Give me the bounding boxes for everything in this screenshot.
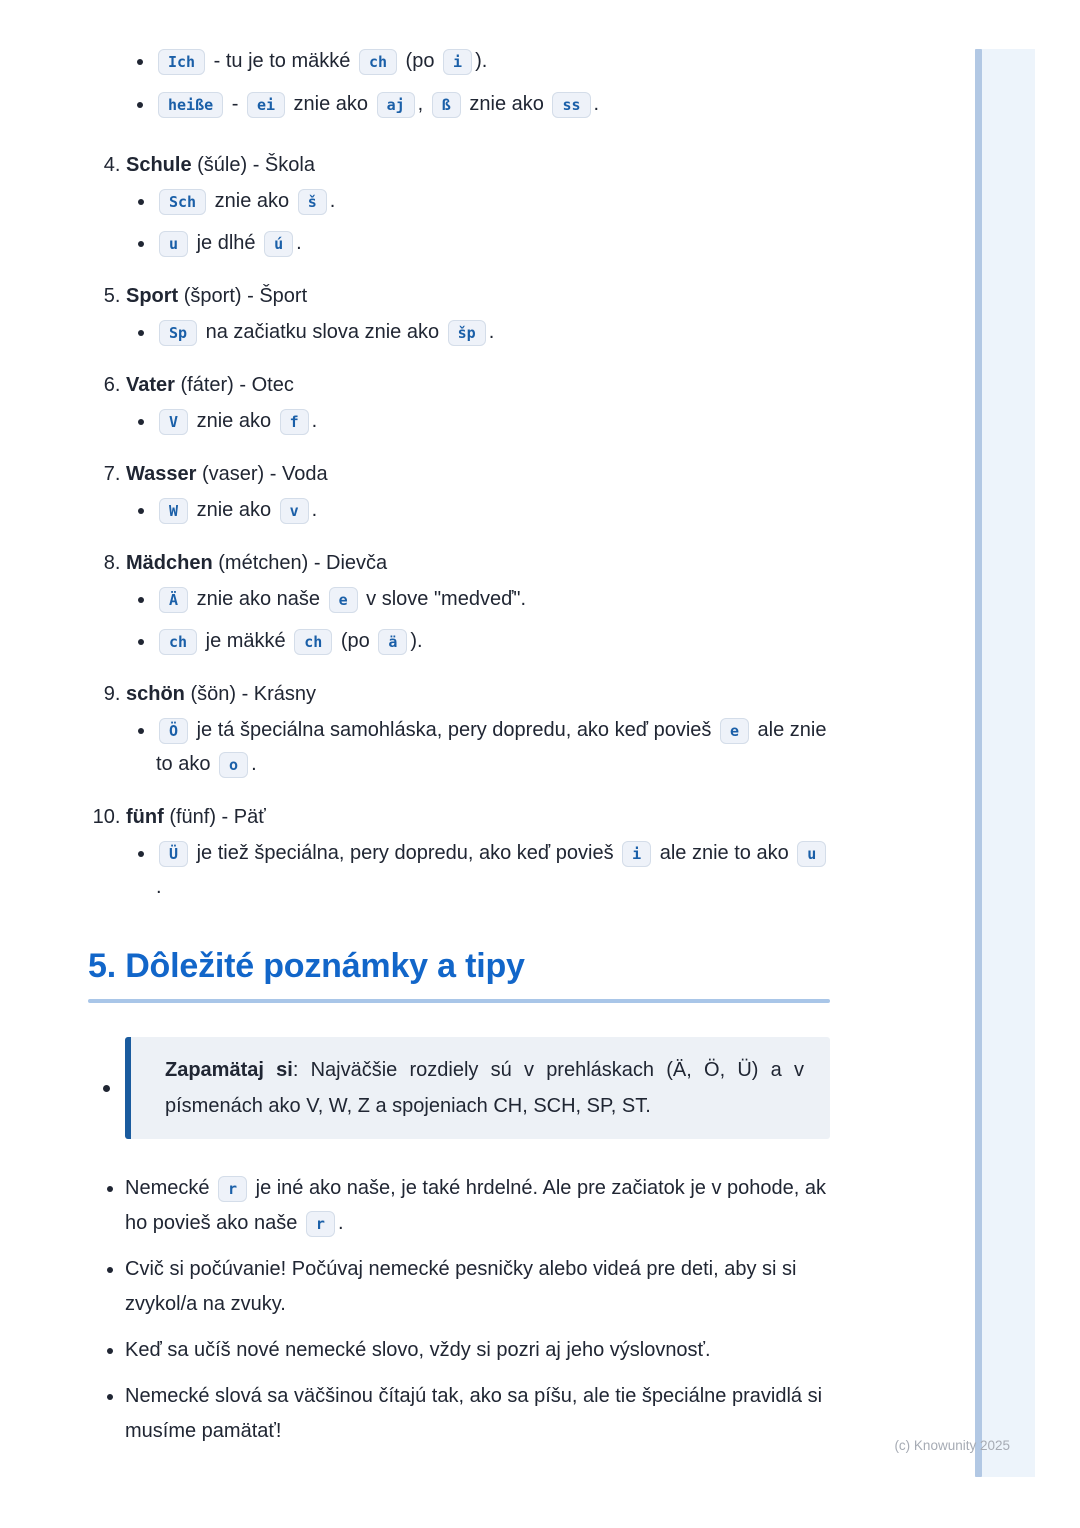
german-word: Schule	[126, 154, 192, 176]
letter-badge: r	[306, 1211, 335, 1237]
pronunciation-note	[155, 44, 830, 78]
letter-badge: Ü	[159, 841, 188, 867]
word-title	[126, 549, 830, 577]
word-translation: (fáter) - Otec	[174, 374, 294, 396]
letter-badge: ch	[359, 49, 397, 75]
section-heading: 5. Dôležité poznámky a tipy	[88, 947, 525, 985]
german-word: schön	[126, 683, 185, 705]
text-run: -	[226, 93, 244, 115]
letter-badge: V	[159, 409, 188, 435]
letter-badge: ß	[432, 92, 461, 118]
letter-badge: aj	[377, 92, 415, 118]
letter-badge: heiße	[158, 92, 223, 118]
text-run: znie ako	[288, 93, 374, 115]
letter-badge: ú	[264, 231, 293, 257]
text-run: Nemecké	[125, 1177, 216, 1199]
word-translation: (šúle) - Škola	[191, 154, 315, 176]
word-title	[126, 371, 830, 399]
text-run: ,	[417, 93, 429, 115]
text-run: .	[311, 410, 318, 432]
text-run: .	[593, 93, 600, 115]
text-run: na začiatku slova znie ako	[200, 321, 445, 343]
word-notes	[126, 836, 830, 904]
word-translation: (métchen) - Dievča	[212, 552, 388, 574]
letter-badge: Ö	[159, 718, 188, 744]
letter-badge: Ich	[158, 49, 205, 75]
text-run: znie ako	[463, 93, 550, 115]
pronunciation-note	[156, 493, 830, 527]
text-run: .	[296, 232, 302, 254]
word-item	[126, 549, 830, 658]
continuation-list	[88, 44, 830, 121]
text-run: ale znie to ako	[654, 842, 795, 864]
word-translation: (šön) - Krásny	[184, 683, 317, 705]
text-run: je iné ako naše, je také hrdelné. Ale pre začiatok je v pohode, ak ho povieš ako naše	[125, 1177, 826, 1234]
word-notes	[126, 315, 830, 349]
word-title	[126, 282, 830, 310]
text-run: v slove "medveď".	[360, 588, 527, 610]
page-content	[88, 44, 830, 1460]
callout-note	[125, 1037, 830, 1139]
german-word: Vater	[126, 374, 175, 396]
pronunciation-note	[156, 836, 830, 904]
word-title	[126, 803, 830, 831]
text-run: .	[329, 190, 336, 212]
tip-item	[125, 1252, 830, 1322]
text-run: .	[311, 499, 318, 521]
word-translation: (vaser) - Voda	[196, 463, 328, 485]
scrollbar-thumb[interactable]	[975, 49, 982, 1477]
letter-badge: i	[622, 841, 651, 867]
bullet-icon	[103, 1085, 110, 1092]
german-word: Wasser	[126, 463, 197, 485]
text-run: znie ako	[191, 410, 277, 432]
letter-badge: u	[797, 841, 826, 867]
letter-badge: r	[218, 1176, 247, 1202]
tip-item	[125, 1379, 830, 1449]
letter-badge: ch	[159, 629, 197, 655]
text-run: : Najväčšie rozdiely sú v prehláskach (Ä, Ö, Ü) a v písmenách ako V, W, Z a spojeniach CH, SCH, SP, ST.	[165, 1059, 804, 1117]
word-translation: (šport) - Šport	[178, 285, 308, 307]
letter-badge: šp	[448, 320, 486, 346]
letter-badge: e	[329, 587, 358, 613]
letter-badge: u	[159, 231, 188, 257]
word-item	[126, 460, 830, 527]
word-translation: (fünf) - Päť	[163, 806, 266, 828]
letter-badge: Sch	[159, 189, 206, 215]
letter-badge: i	[443, 49, 472, 75]
text-run: (po	[400, 50, 441, 72]
word-item	[126, 680, 830, 781]
text-run: Keď sa učíš nové nemecké slovo, vždy si pozri aj jeho výslovnosť.	[125, 1339, 711, 1361]
tip-item	[125, 1171, 830, 1241]
pronunciation-note	[156, 624, 830, 658]
text-run: ).	[475, 50, 488, 72]
text-run: .	[156, 876, 162, 898]
text-run: je dlhé	[191, 232, 262, 254]
letter-badge: v	[280, 498, 309, 524]
letter-badge: ch	[294, 629, 332, 655]
text-run: .	[488, 321, 495, 343]
word-title	[126, 460, 830, 488]
text-run: je tá špeciálna samohláska, pery dopredu, ako keď povieš	[191, 719, 717, 741]
letter-badge: Sp	[159, 320, 197, 346]
letter-badge: o	[219, 752, 248, 778]
word-title	[126, 151, 830, 179]
word-item	[126, 282, 830, 349]
letter-badge: W	[159, 498, 188, 524]
letter-badge: š	[298, 189, 327, 215]
letter-badge: ss	[552, 92, 590, 118]
callout-item	[88, 1037, 830, 1139]
callout-text	[165, 1052, 804, 1124]
text-run: ).	[410, 630, 423, 652]
text-run: znie ako	[209, 190, 295, 212]
letter-badge: Ä	[159, 587, 188, 613]
footer-credit: (c) Knowunity 2025	[894, 1438, 1010, 1453]
word-notes	[126, 582, 830, 658]
pronunciation-note	[156, 713, 830, 781]
german-word: Mädchen	[126, 552, 213, 574]
pronunciation-note	[155, 87, 830, 121]
letter-badge: ä	[378, 629, 407, 655]
text-run: - tu je to mäkké	[208, 50, 356, 72]
text-run: je tiež špeciálna, pery dopredu, ako keď povieš	[191, 842, 620, 864]
text-run: znie ako naše	[191, 588, 326, 610]
pronunciation-note	[156, 226, 830, 260]
text-run: znie ako	[191, 499, 277, 521]
word-item	[126, 371, 830, 438]
pronunciation-note	[156, 184, 830, 218]
section-underline	[88, 999, 830, 1003]
letter-badge: ei	[247, 92, 285, 118]
text-run: Nemecké slová sa väčšinou čítajú tak, ako sa píšu, ale tie špeciálne pravidlá si musíme pamätať!	[125, 1385, 823, 1442]
word-item	[126, 803, 830, 904]
word-list	[88, 151, 830, 904]
text-run: .	[251, 753, 257, 775]
word-notes	[126, 713, 830, 781]
text-run: .	[337, 1212, 344, 1234]
word-notes	[126, 404, 830, 438]
word-notes	[126, 184, 830, 260]
text-run: ale znie to ako	[156, 719, 827, 775]
tips-list	[88, 1171, 830, 1449]
scrollbar-track[interactable]	[975, 49, 1035, 1477]
letter-badge: f	[280, 409, 309, 435]
pronunciation-note	[156, 582, 830, 616]
text-run: je mäkké	[200, 630, 292, 652]
tip-item	[125, 1333, 830, 1368]
bold-text: Zapamätaj si	[165, 1059, 293, 1081]
word-notes	[126, 493, 830, 527]
german-word: fünf	[126, 806, 164, 828]
letter-badge: e	[720, 718, 749, 744]
pronunciation-note	[156, 315, 830, 349]
text-run: Cvič si počúvanie! Počúvaj nemecké pesničky alebo videá pre deti, aby si si zvykol/a na zvuky.	[125, 1258, 797, 1315]
text-run: (po	[335, 630, 376, 652]
pronunciation-note	[156, 404, 830, 438]
word-item	[126, 151, 830, 260]
german-word: Sport	[126, 285, 179, 307]
word-title	[126, 680, 830, 708]
